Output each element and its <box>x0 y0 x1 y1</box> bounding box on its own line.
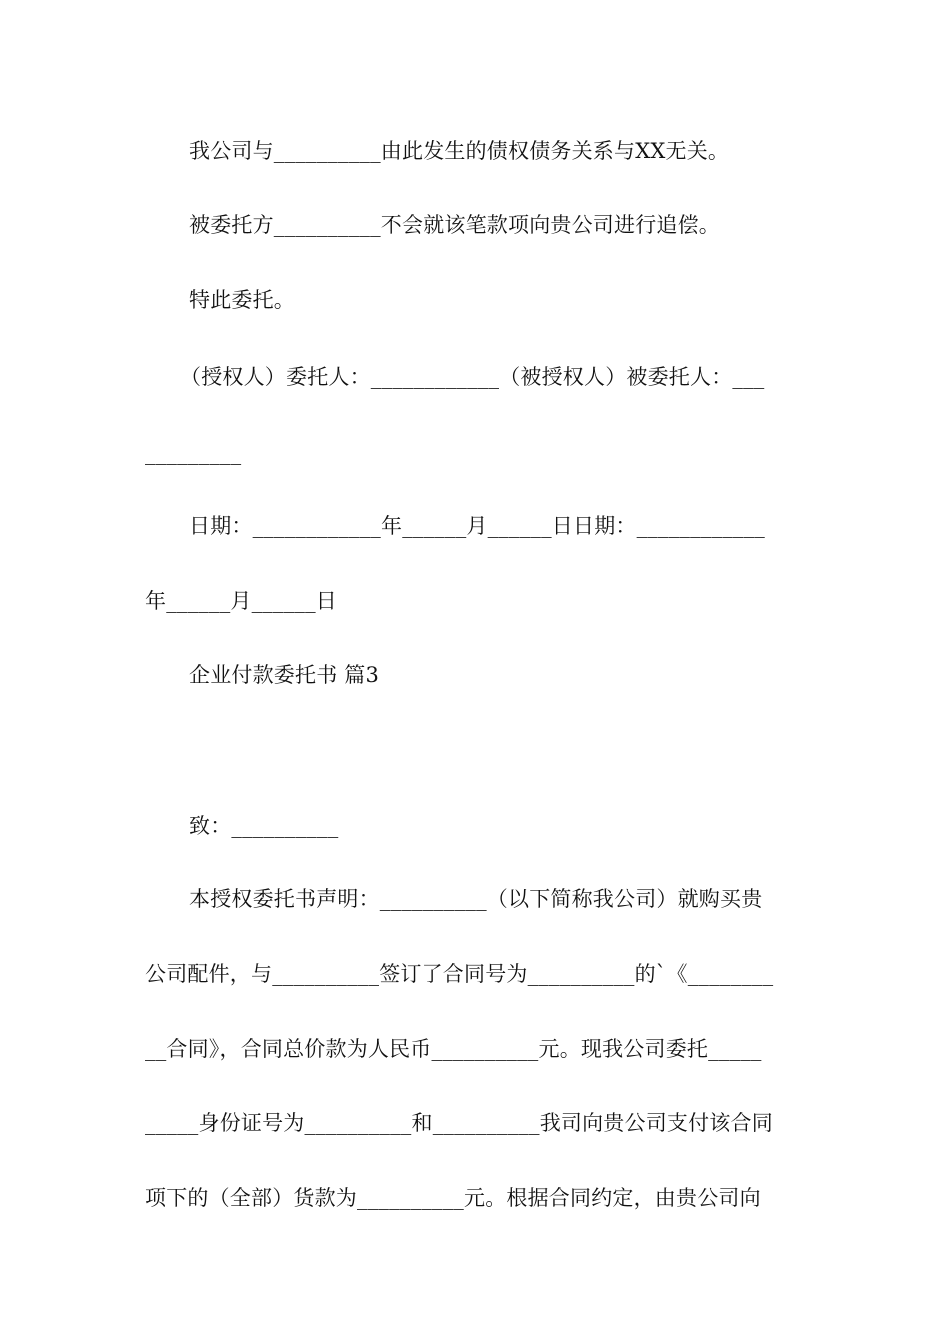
paragraph-debt-relation: 我公司与__________由此发生的债权债务关系与XX无关。 <box>189 139 730 163</box>
section-heading: 企业付款委托书 篇3 <box>189 663 380 687</box>
addressee-line: 致：__________ <box>189 814 339 838</box>
declaration-paragraph-line-1: 本授权委托书声明：__________（以下简称我公司）就购买贵 <box>189 887 763 911</box>
paragraph-no-recourse: 被委托方__________不会就该笔款项向贵公司进行追偿。 <box>189 213 720 237</box>
declaration-paragraph-line-3: __合同》，合同总价款为人民币__________元。现我公司委托_____ <box>145 1037 762 1061</box>
declaration-paragraph-line-4: _____身份证号为__________和__________我司向贵公司支付该合同 <box>145 1111 773 1135</box>
date-line: 日期：____________年______月______日日期：____________ <box>189 514 765 538</box>
signature-line-principal-agent: （授权人）委托人：____________（被授权人）被委托人：___ <box>180 365 765 389</box>
date-line-continuation: 年______月______日 <box>145 589 337 613</box>
declaration-paragraph-line-2: 公司配件，与__________签订了合同号为__________的`《________ <box>145 962 774 986</box>
declaration-paragraph-line-5: 项下的（全部）货款为__________元。根据合同约定，由贵公司向 <box>145 1186 761 1210</box>
signature-line-continuation: _________ <box>145 441 242 465</box>
paragraph-hereby-entrust: 特此委托。 <box>189 288 295 312</box>
